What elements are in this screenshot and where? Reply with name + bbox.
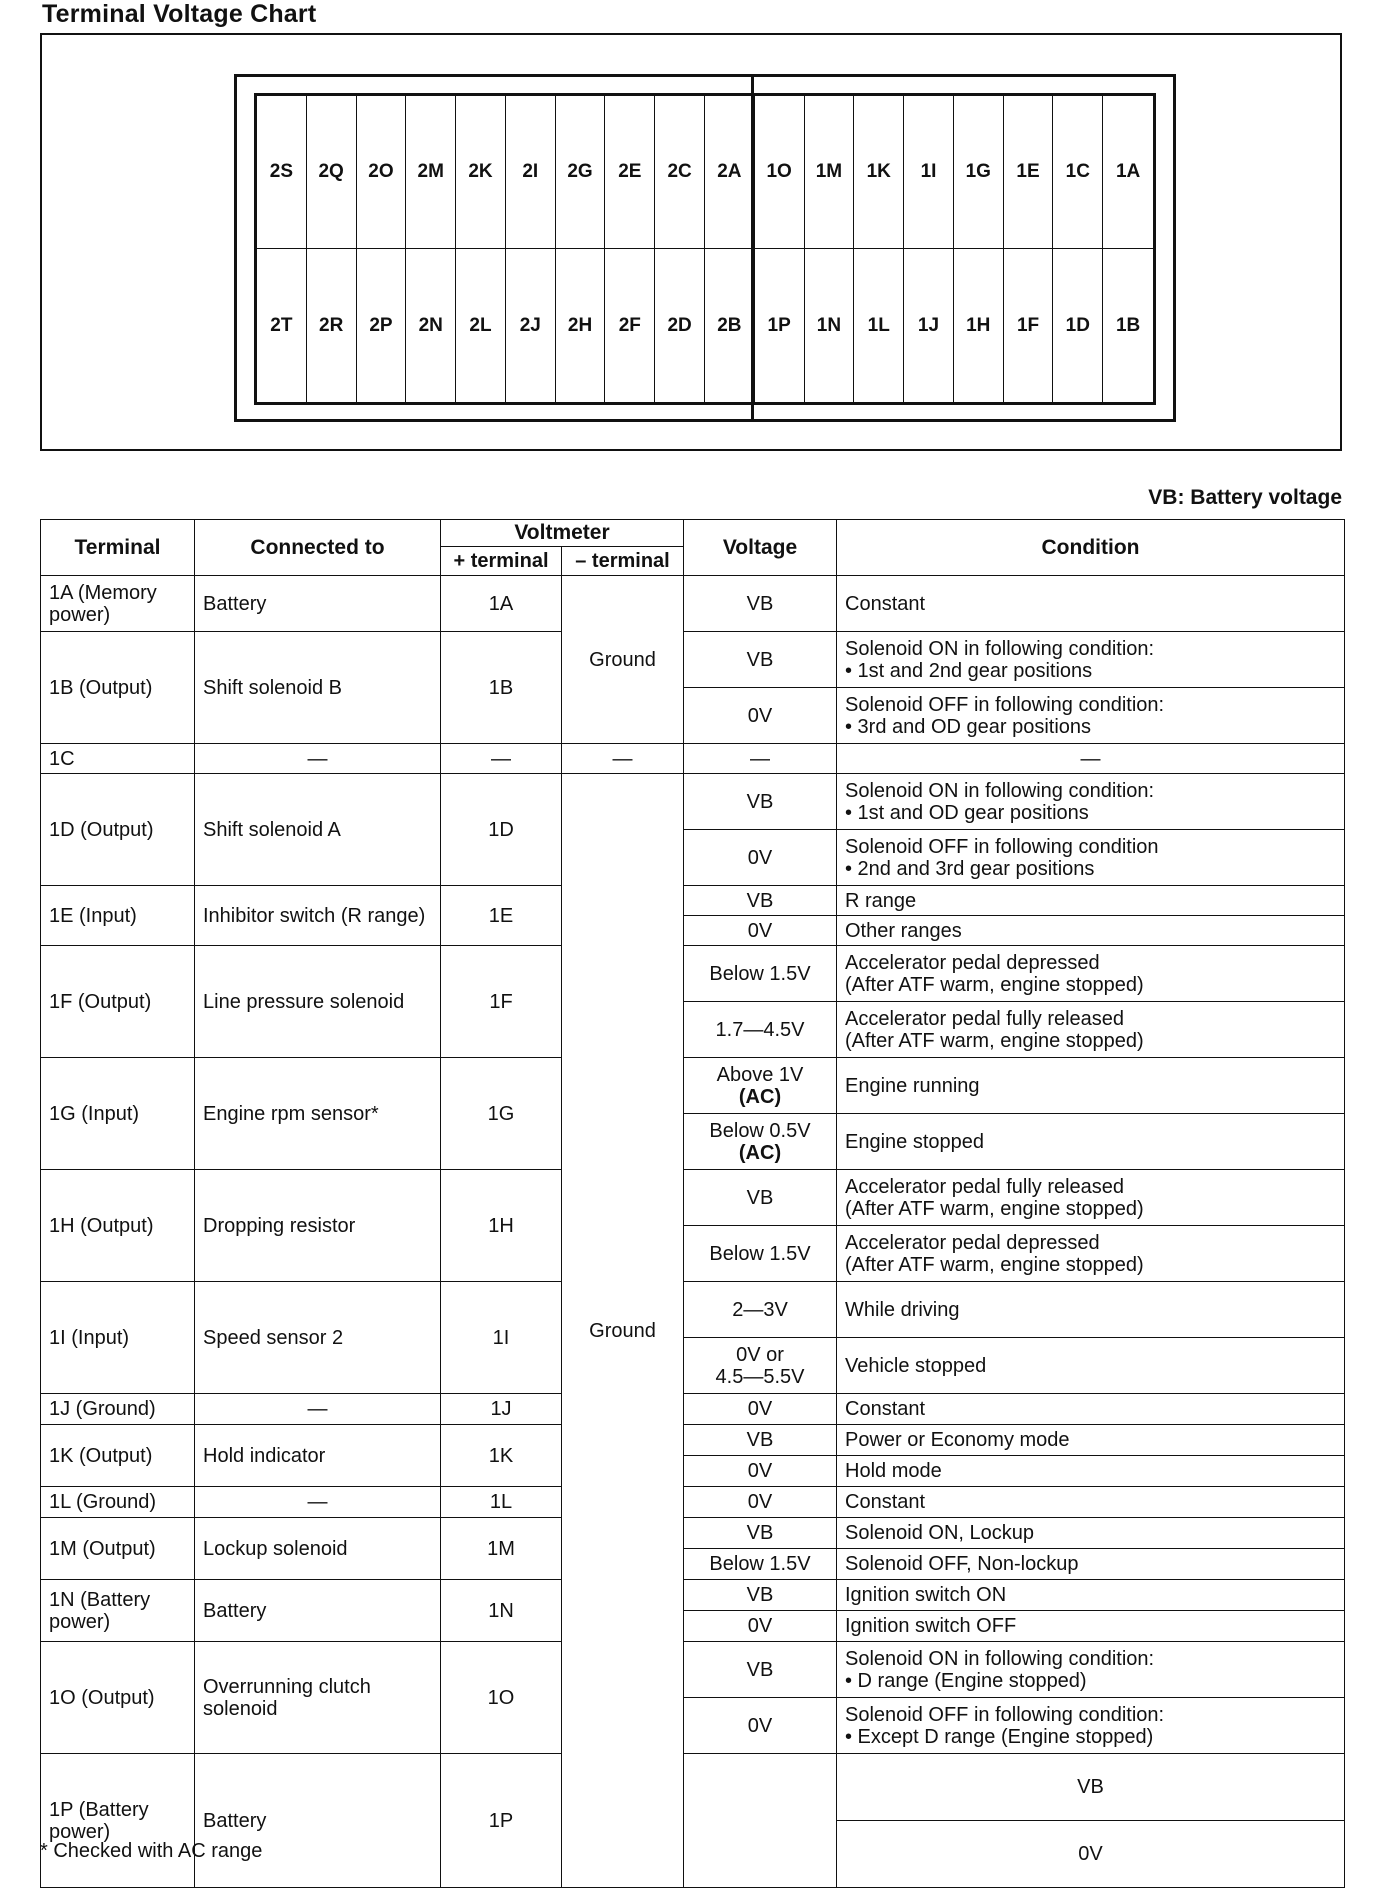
minus-terminal-cell: Ground xyxy=(562,576,684,744)
condition-line: (After ATF warm, engine stopped) xyxy=(845,973,1144,996)
connector-pin: 2D xyxy=(655,249,705,402)
voltage-line: 4.5—5.5V xyxy=(715,1365,805,1388)
condition-line: (After ATF warm, engine stopped) xyxy=(845,1253,1144,1276)
header-plus-terminal: + terminal xyxy=(441,547,562,576)
plus-terminal-cell: 1N xyxy=(441,1580,562,1642)
voltage-cell: 0V xyxy=(684,1487,837,1518)
connector-pin-grid xyxy=(254,93,1156,405)
condition-line: Solenoid OFF in following condition: xyxy=(845,1703,1165,1726)
condition-cell xyxy=(837,1170,1345,1226)
battery-voltage-note: VB: Battery voltage xyxy=(1148,486,1342,509)
terminal-cell: 1G (Input) xyxy=(41,1058,195,1170)
voltage-cell: VB xyxy=(684,1642,837,1698)
plus-terminal-cell: 1K xyxy=(441,1425,562,1487)
terminal-cell: 1C xyxy=(41,744,195,774)
condition-cell: Solenoid OFF, Non-lockup xyxy=(837,1549,1345,1580)
voltage-cell: VB xyxy=(684,1425,837,1456)
connector-pin: 1P xyxy=(755,249,805,402)
table-row xyxy=(41,1580,1345,1611)
connector-divider xyxy=(751,74,754,422)
voltage-cell xyxy=(684,1058,837,1114)
connector-pin: 1K xyxy=(854,96,904,249)
condition-cell xyxy=(837,946,1345,1002)
connected-cell: Speed sensor 2 xyxy=(195,1282,441,1394)
condition-cell xyxy=(837,1642,1345,1698)
table-row xyxy=(41,1170,1345,1226)
connector-pin: 1D xyxy=(1053,249,1103,402)
voltage-cell: Below 1.5V xyxy=(684,1549,837,1580)
terminal-cell: 1I (Input) xyxy=(41,1282,195,1394)
condition-cell: Ignition switch ON xyxy=(837,1580,1345,1611)
table-row xyxy=(41,744,1345,774)
voltage-cell: VB xyxy=(684,886,837,916)
connected-cell: Lockup solenoid xyxy=(195,1518,441,1580)
voltage-cell: — xyxy=(684,744,837,774)
terminal-cell: 1D (Output) xyxy=(41,774,195,886)
terminal-cell: 1P (Battery power) xyxy=(41,1754,195,1888)
condition-line: Accelerator pedal fully released xyxy=(845,1007,1125,1030)
condition-line: Solenoid OFF in following condition: xyxy=(845,693,1165,716)
table-row xyxy=(41,886,1345,916)
voltage-cell: VB xyxy=(684,1518,837,1549)
terminal-cell: 1F (Output) xyxy=(41,946,195,1058)
plus-terminal-cell: 1A xyxy=(441,576,562,632)
condition-line: Solenoid ON in following condition: xyxy=(845,779,1155,802)
table-row xyxy=(41,632,1345,688)
condition-line: Accelerator pedal fully released xyxy=(845,1175,1125,1198)
condition-line: • 1st and OD gear positions xyxy=(845,801,1089,824)
voltage-ac-note: (AC) xyxy=(738,1141,782,1164)
condition-line: • Except D range (Engine stopped) xyxy=(845,1725,1154,1748)
condition-cell: Solenoid ON, Lockup xyxy=(837,1518,1345,1549)
connected-cell: Engine rpm sensor* xyxy=(195,1058,441,1170)
table-header-row xyxy=(41,520,1345,547)
connector-pin: 2P xyxy=(357,249,407,402)
header-voltmeter: Voltmeter xyxy=(441,520,684,547)
connector-pin: 1H xyxy=(954,249,1004,402)
table-row xyxy=(41,1487,1345,1518)
connected-cell: — xyxy=(195,1394,441,1425)
connected-cell: Battery xyxy=(195,576,441,632)
condition-cell: Constant xyxy=(837,576,1345,632)
terminal-cell: 1N (Battery power) xyxy=(41,1580,195,1642)
condition-cell xyxy=(837,774,1345,830)
voltage-cell xyxy=(684,1114,837,1170)
voltage-cell: VB xyxy=(684,1170,837,1226)
condition-line: Solenoid ON in following condition: xyxy=(845,1647,1155,1670)
terminal-voltage-table xyxy=(40,519,1345,1888)
connector-pin: 2O xyxy=(357,96,407,249)
condition-cell: Constant xyxy=(837,1394,1345,1425)
connected-cell: — xyxy=(195,744,441,774)
connector-pin: 1F xyxy=(1004,249,1054,402)
header-condition: Condition xyxy=(837,520,1345,576)
condition-cell: Constant xyxy=(837,1487,1345,1518)
condition-cell: While driving xyxy=(837,1282,1345,1338)
connector-pin: 1L xyxy=(854,249,904,402)
connector-pin: 2R xyxy=(307,249,357,402)
connector-pin: 2L xyxy=(456,249,506,402)
connector-pin: 1J xyxy=(904,249,954,402)
connector-pin: 1M xyxy=(805,96,855,249)
voltage-cell: 0V xyxy=(684,1394,837,1425)
table-row xyxy=(41,946,1345,1002)
voltage-cell: 0V xyxy=(684,830,837,886)
connected-cell: Overrunning clutch solenoid xyxy=(195,1642,441,1754)
header-voltage: Voltage xyxy=(684,520,837,576)
plus-terminal-cell: 1I xyxy=(441,1282,562,1394)
terminal-cell: 1E (Input) xyxy=(41,886,195,946)
condition-line: (After ATF warm, engine stopped) xyxy=(845,1029,1144,1052)
plus-terminal-cell: 1F xyxy=(441,946,562,1058)
condition-cell xyxy=(837,688,1345,744)
plus-terminal-cell: — xyxy=(441,744,562,774)
header-minus-terminal: – terminal xyxy=(562,547,684,576)
connected-cell: Shift solenoid B xyxy=(195,632,441,744)
voltage-cell: 0V xyxy=(684,916,837,946)
connector-pin: 2H xyxy=(556,249,606,402)
table-row xyxy=(41,1425,1345,1456)
connector-pin: 2Q xyxy=(307,96,357,249)
condition-cell: Hold mode xyxy=(837,1456,1345,1487)
connector-pin: 1A xyxy=(1103,96,1153,249)
table-row xyxy=(41,1058,1345,1114)
minus-terminal-cell: Ground xyxy=(562,774,684,1888)
voltage-ac-note: (AC) xyxy=(738,1085,782,1108)
connector-pin: 1N xyxy=(805,249,855,402)
condition-cell: Other ranges xyxy=(837,916,1345,946)
connector-pin: 1B xyxy=(1115,314,1141,336)
condition-line: • 2nd and 3rd gear positions xyxy=(845,857,1095,880)
table-row xyxy=(41,1642,1345,1698)
condition-cell xyxy=(837,1002,1345,1058)
table-row xyxy=(41,1754,1345,1821)
terminal-cell: 1K (Output) xyxy=(41,1425,195,1487)
connector-pin: 2N xyxy=(406,249,456,402)
voltage-cell: VB xyxy=(837,1754,1345,1821)
connected-cell: Shift solenoid A xyxy=(195,774,441,886)
connected-cell: Inhibitor switch (R range) xyxy=(195,886,441,946)
voltage-cell: VB xyxy=(684,576,837,632)
connector-pin: 2A xyxy=(705,96,755,249)
header-terminal: Terminal xyxy=(41,520,195,576)
voltage-cell: 0V xyxy=(684,688,837,744)
plus-terminal-cell: 1M xyxy=(441,1518,562,1580)
plus-terminal-cell: 1E xyxy=(441,886,562,946)
plus-terminal-cell: 1B xyxy=(441,632,562,744)
voltage-cell: 0V xyxy=(837,1821,1345,1888)
condition-cell: Engine running xyxy=(837,1058,1345,1114)
connector-pin: 2T xyxy=(257,249,307,402)
condition-cell: — xyxy=(837,744,1345,774)
voltage-cell: VB xyxy=(684,632,837,688)
voltage-line: Above 1V xyxy=(716,1063,804,1086)
connector-pin: 1G xyxy=(954,96,1004,249)
condition-line: Accelerator pedal depressed xyxy=(845,1231,1100,1254)
connector-pin: 2B xyxy=(705,249,755,402)
voltage-cell: 2—3V xyxy=(684,1282,837,1338)
condition-line: Solenoid ON in following condition: xyxy=(845,637,1155,660)
voltage-cell xyxy=(684,1338,837,1394)
voltage-cell: 0V xyxy=(684,1611,837,1642)
condition-cell: Engine stopped xyxy=(837,1114,1345,1170)
connected-cell: Battery xyxy=(195,1754,441,1888)
connected-cell: — xyxy=(195,1487,441,1518)
condition-cell xyxy=(837,830,1345,886)
connected-cell: Line pressure solenoid xyxy=(195,946,441,1058)
connector-pin: 2E xyxy=(605,96,655,249)
connected-cell: Hold indicator xyxy=(195,1425,441,1487)
connector-pin: 1I xyxy=(904,96,954,249)
condition-cell xyxy=(837,1226,1345,1282)
table-row xyxy=(41,1518,1345,1549)
table-row xyxy=(41,1282,1345,1338)
connector-pin: 2C xyxy=(655,96,705,249)
plus-terminal-cell: 1J xyxy=(441,1394,562,1425)
condition-line: Accelerator pedal depressed xyxy=(845,951,1100,974)
condition-line: Solenoid OFF in following condition xyxy=(845,835,1159,858)
plus-terminal-cell: 1P xyxy=(441,1754,562,1888)
plus-terminal-cell: 1D xyxy=(441,774,562,886)
table-row xyxy=(41,774,1345,830)
connected-cell: Dropping resistor xyxy=(195,1170,441,1282)
voltage-cell: 1.7—4.5V xyxy=(684,1002,837,1058)
condition-cell: Power or Economy mode xyxy=(837,1425,1345,1456)
minus-terminal-cell xyxy=(684,1754,837,1888)
header-connected-to: Connected to xyxy=(195,520,441,576)
condition-cell: Ignition switch OFF xyxy=(837,1611,1345,1642)
plus-terminal-cell: 1H xyxy=(441,1170,562,1282)
connector-pin: 2K xyxy=(456,96,506,249)
plus-terminal-cell: 1L xyxy=(441,1487,562,1518)
condition-line: • 3rd and OD gear positions xyxy=(845,715,1092,738)
condition-cell xyxy=(837,632,1345,688)
table-row xyxy=(41,1394,1345,1425)
condition-cell: R range xyxy=(837,886,1345,916)
connected-cell: Battery xyxy=(195,1580,441,1642)
voltage-line: 0V or xyxy=(736,1343,784,1366)
terminal-cell: 1B (Output) xyxy=(41,632,195,744)
condition-line: • D range (Engine stopped) xyxy=(845,1669,1087,1692)
plus-terminal-cell: 1O xyxy=(441,1642,562,1754)
connector-pin: 2F xyxy=(605,249,655,402)
page-title: Terminal Voltage Chart xyxy=(42,0,317,28)
voltage-line: Below 0.5V xyxy=(709,1119,811,1142)
connector-pin: 2G xyxy=(556,96,606,249)
condition-cell: Vehicle stopped xyxy=(837,1338,1345,1394)
footnote: * Checked with AC range xyxy=(40,1840,263,1862)
voltage-cell: VB xyxy=(684,774,837,830)
terminal-cell: 1J (Ground) xyxy=(41,1394,195,1425)
connector-pin: 1C xyxy=(1053,96,1103,249)
condition-line: (After ATF warm, engine stopped) xyxy=(845,1197,1144,1220)
voltage-cell: Below 1.5V xyxy=(684,1226,837,1282)
terminal-cell: 1H (Output) xyxy=(41,1170,195,1282)
table-row xyxy=(41,576,1345,632)
connector-pin: 2M xyxy=(406,96,456,249)
terminal-cell: 1L (Ground) xyxy=(41,1487,195,1518)
voltage-cell: 0V xyxy=(684,1456,837,1487)
terminal-cell: 1A (Memory power) xyxy=(41,576,195,632)
voltage-cell: VB xyxy=(684,1580,837,1611)
condition-line: • 1st and 2nd gear positions xyxy=(845,659,1093,682)
minus-terminal-cell: — xyxy=(562,744,684,774)
connector-pin: 2J xyxy=(506,249,556,402)
voltage-cell: 0V xyxy=(684,1698,837,1754)
condition-cell xyxy=(837,1698,1345,1754)
connector-pin: 1O xyxy=(755,96,805,249)
voltage-cell: Below 1.5V xyxy=(684,946,837,1002)
terminal-cell: 1O (Output) xyxy=(41,1642,195,1754)
plus-terminal-cell: 1G xyxy=(441,1058,562,1170)
connector-pin: 2I xyxy=(506,96,556,249)
terminal-cell: 1M (Output) xyxy=(41,1518,195,1580)
connector-pin: 1E xyxy=(1004,96,1054,249)
connector-pin: 2S xyxy=(257,96,307,249)
